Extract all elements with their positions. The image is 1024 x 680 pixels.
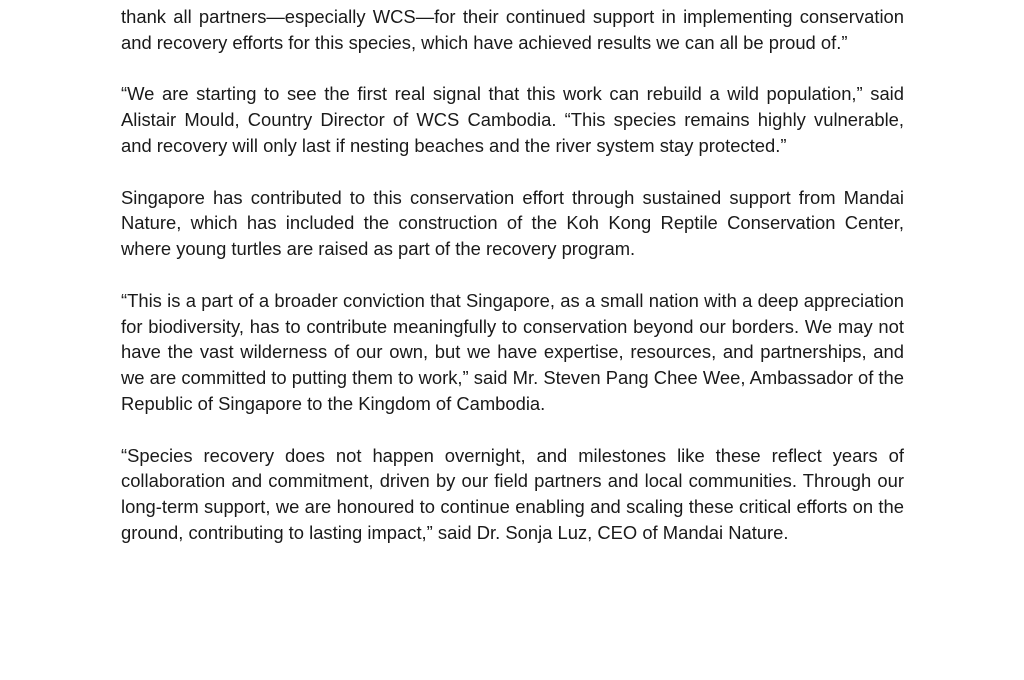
- paragraph-quote-steven-pang: “This is a part of a broader conviction that Singapore, as a small nation with a deep appreciation for biodiversity, has to contribute meaningfully to conservation beyond our borders. We may not have the vast wilderness of our own, but we have expertise, resources, and partnerships, and we are committed to putting them to work,” said Mr. Steven Pang Chee Wee, Ambassador of the Republic of Singapore to the Kingdom of Cambodia.: [121, 289, 904, 414]
- paragraph-quote-sonja-luz: “Species recovery does not happen overnight, and milestones like these reflect years of collaboration and commitment, driven by our field partners and local communities. Through our long-term support, we are honoured to continue enabling and scaling these critical efforts on the ground, contributing to lasting impact,” said Dr. Sonja Luz, CEO of Mandai Nature.: [121, 444, 904, 543]
- paragraph-thanks-partners: thank all partners—especially WCS—for their continued support in implementing conservation and recovery efforts for this species, which have achieved results we can all be proud of.”: [121, 6, 904, 53]
- body-text: [121, 4, 904, 572]
- paragraph-quote-alistair-mould: “We are starting to see the first real signal that this work can rebuild a wild population,” said Alistair Mould, Country Director of WCS Cambodia. “This species remains highly vulnerable, and recovery will only last if nesting beaches and the river system stay protected.”: [121, 83, 904, 156]
- paragraph-singapore-contribution: Singapore has contributed to this conservation effort through sustained support from Mandai Nature, which has included the construction of the Koh Kong Reptile Conservation Center, where young turtles are raised as part of the recovery program.: [121, 186, 904, 260]
